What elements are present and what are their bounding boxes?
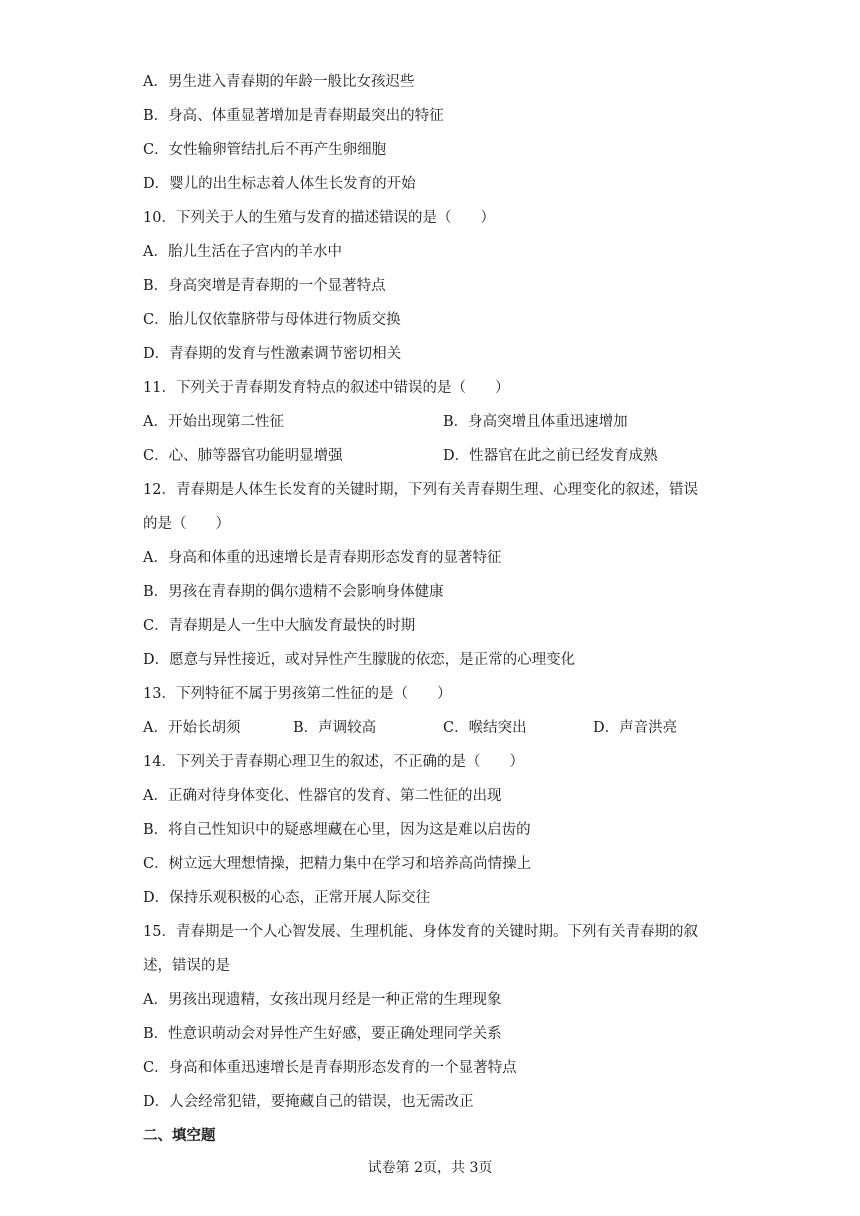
q12-option-a: A．身高和体重的迅速增长是青春期形态发育的显著特征 bbox=[143, 550, 502, 566]
q15-option-c: C．身高和体重迅速增长是青春期形态发育的一个显著特点 bbox=[143, 1060, 517, 1076]
page-footer: 试卷第 2页，共 3页 bbox=[367, 1160, 493, 1176]
q13-option-b: B．声调较高 bbox=[293, 720, 377, 736]
q9-option-c: C．女性输卵管结扎后不再产生卵细胞 bbox=[143, 142, 387, 158]
q15-option-a: A．男孩出现遗精，女孩出现月经是一种正常的生理现象 bbox=[143, 992, 502, 1008]
q12-stem-line2: 的是（ ） bbox=[143, 516, 230, 532]
section-heading-fill-in: 二、填空题 bbox=[143, 1128, 216, 1144]
q10-option-d: D．青春期的发育与性激素调节密切相关 bbox=[143, 346, 402, 362]
q12-stem-line1: 12．青春期是人体生长发育的关键时期，下列有关青春期生理、心理变化的叙述，错误 bbox=[143, 482, 698, 498]
q11-option-c: C．心、肺等器官功能明显增强 bbox=[143, 448, 343, 464]
q15-option-d: D．人会经常犯错，要掩藏自己的错误，也无需改正 bbox=[143, 1094, 474, 1110]
q12-option-b: B．男孩在青春期的偶尔遗精不会影响身体健康 bbox=[143, 584, 444, 600]
q11-option-d: D．性器官在此之前已经发育成熟 bbox=[443, 448, 658, 464]
q12-option-d: D．愿意与异性接近，或对异性产生朦胧的依恋，是正常的心理变化 bbox=[143, 652, 576, 668]
q11-option-b: B．身高突增且体重迅速增加 bbox=[443, 414, 628, 430]
q9-option-b: B．身高、体重显著增加是青春期最突出的特征 bbox=[143, 108, 444, 124]
q14-option-a: A．正确对待身体变化、性器官的发育、第二性征的出现 bbox=[143, 788, 502, 804]
q10-stem: 10．下列关于人的生殖与发育的描述错误的是（ ） bbox=[143, 210, 495, 226]
q9-option-a: A．男生进入青春期的年龄一般比女孩迟些 bbox=[143, 74, 415, 90]
q11-options-row2 bbox=[143, 446, 343, 466]
q13-stem: 13．下列特征不属于男孩第二性征的是（ ） bbox=[143, 686, 452, 702]
q15-stem-line1: 15．青春期是一个人心智发展、生理机能、身体发育的关键时期。下列有关青春期的叙 bbox=[143, 924, 698, 940]
q11-option-a: A．开始出现第二性征 bbox=[143, 414, 284, 430]
q10-option-b: B．身高突增是青春期的一个显著特点 bbox=[143, 278, 386, 294]
q10-option-a: A．胎儿生活在子宫内的羊水中 bbox=[143, 244, 342, 260]
q11-stem: 11．下列关于青春期发育特点的叙述中错误的是（ ） bbox=[143, 380, 510, 396]
q13-option-d: D．声音洪亮 bbox=[593, 720, 678, 736]
q15-option-b: B．性意识萌动会对异性产生好感，要正确处理同学关系 bbox=[143, 1026, 502, 1042]
q9-option-d: D．婴儿的出生标志着人体生长发育的开始 bbox=[143, 176, 416, 192]
q11-options-row1 bbox=[143, 412, 284, 432]
q12-option-c: C．青春期是人一生中大脑发育最快的时期 bbox=[143, 618, 416, 634]
q14-stem: 14．下列关于青春期心理卫生的叙述，不正确的是（ ） bbox=[143, 754, 524, 770]
q13-option-a: A．开始长胡须 bbox=[143, 720, 241, 736]
q14-option-d: D．保持乐观积极的心态，正常开展人际交往 bbox=[143, 890, 431, 906]
q13-option-c: C．喉结突出 bbox=[443, 720, 527, 736]
q10-option-c: C．胎儿仅依靠脐带与母体进行物质交换 bbox=[143, 312, 401, 328]
q15-stem-line2: 述，错误的是 bbox=[143, 958, 230, 974]
q14-option-b: B．将自己性知识中的疑惑埋藏在心里，因为这是难以启齿的 bbox=[143, 822, 531, 838]
q14-option-c: C．树立远大理想情操，把精力集中在学习和培养高尚情操上 bbox=[143, 856, 532, 872]
